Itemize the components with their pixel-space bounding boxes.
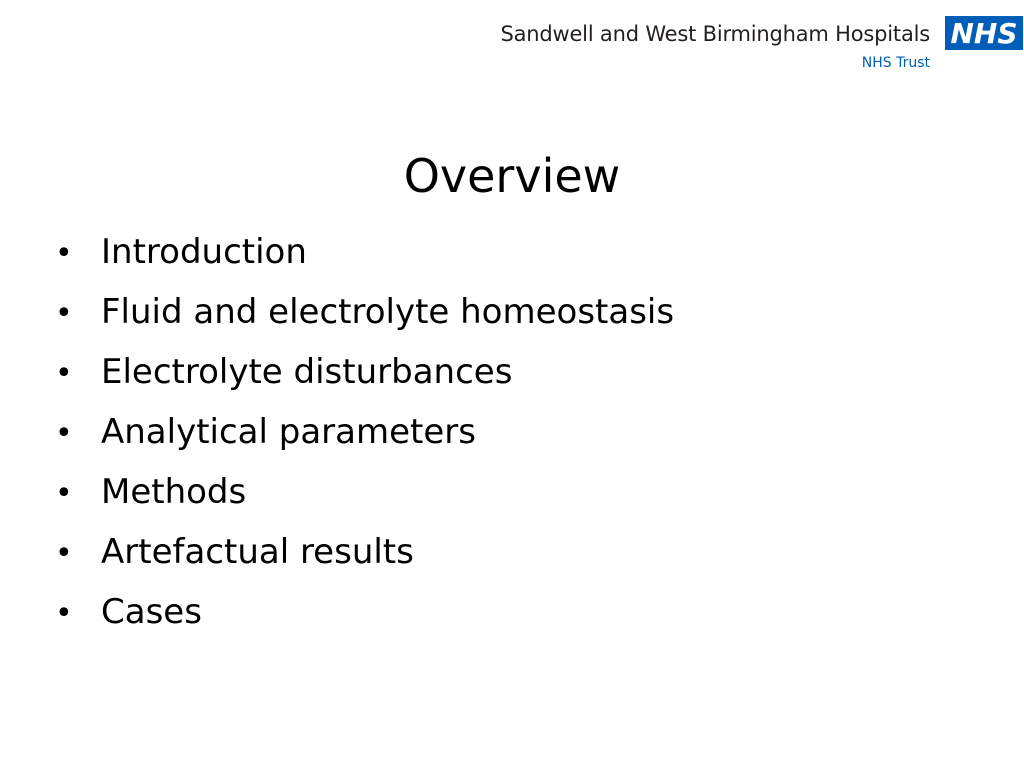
nhs-logo — [945, 16, 1023, 50]
list-item — [55, 292, 674, 352]
nhs-logo-graphic — [945, 16, 1023, 50]
organisation-subtitle: NHS Trust — [861, 55, 930, 71]
bullet-icon: • — [55, 236, 73, 271]
bullet-icon: • — [55, 536, 73, 571]
bullet-text: Fluid and electrolyte homeostasis — [101, 292, 675, 332]
bullet-icon: • — [55, 356, 73, 391]
list-item — [55, 472, 674, 532]
list-item — [55, 532, 674, 592]
nhs-logo-text: NHS — [950, 17, 1018, 50]
bullet-text: Methods — [101, 472, 247, 512]
bullet-text: Artefactual results — [101, 532, 414, 572]
list-item — [55, 592, 674, 652]
bullet-text: Cases — [101, 592, 202, 632]
list-item — [55, 352, 674, 412]
slide-title: Overview — [403, 148, 621, 203]
bullet-list — [55, 232, 674, 652]
bullet-text: Electrolyte disturbances — [101, 352, 513, 392]
list-item — [55, 232, 674, 292]
bullet-text: Analytical parameters — [101, 412, 476, 452]
list-item — [55, 412, 674, 472]
bullet-text: Introduction — [101, 232, 307, 272]
organisation-name: Sandwell and West Birmingham Hospitals — [500, 22, 930, 46]
bullet-icon: • — [55, 416, 73, 451]
bullet-icon: • — [55, 476, 73, 511]
bullet-icon: • — [55, 296, 73, 331]
bullet-icon: • — [55, 596, 73, 631]
